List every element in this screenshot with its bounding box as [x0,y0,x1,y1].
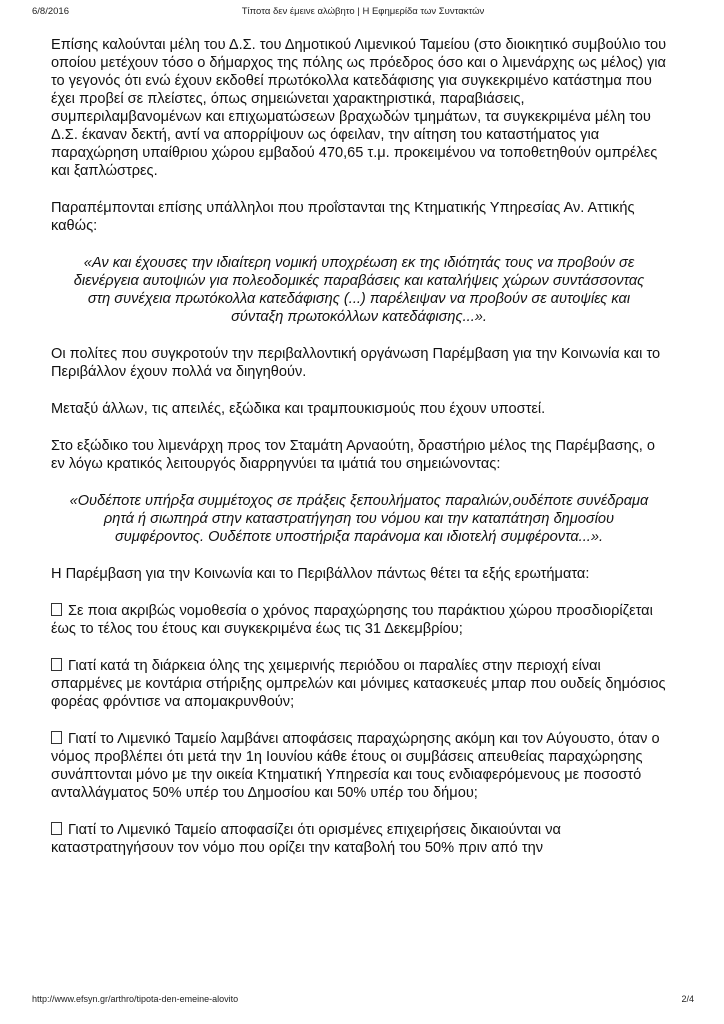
page-title: Τίποτα δεν έμεινε αλώβητο | Η Εφημερίδα των Συντακτών [241,6,485,17]
bullet-box-icon [51,731,62,744]
question-item [51,602,667,638]
bullet-box-icon [51,603,62,616]
article-url-link[interactable]: http://www.efsyn.gr/arthro/tipota-den-emeine-alovito [32,994,239,1004]
print-date: 6/8/2016 [32,6,69,17]
page-header [32,6,694,20]
article-body [51,36,667,857]
page-footer [32,994,694,1008]
paragraph: Παραπέμπονται επίσης υπάλληλοι που προΐστανται της Κτηματικής Υπηρεσίας Αν. Αττικής καθώς: [51,200,635,234]
paragraph: Στο εξώδικο του λιμενάρχη προς τον Σταμάτη Αρναούτη, δραστήριο μέλος της Παρέμβασης, ο εν λόγω κρατικός λειτουργός διαρρηγνύει τα ιμάτιά του σημειώνοντας: [51,438,655,472]
question-text: Σε ποια ακριβώς νομοθεσία ο χρόνος παραχώρησης του παράκτιου χώρου προσδιορίζεται έως το τέλος του έτους και συγκεκριμένα έως τις 31 Δεκεμβρίου; [51,603,653,637]
question-item [51,821,667,857]
question-item [51,657,667,711]
blockquote: «Αν και έχουσες την ιδιαίτερη νομική υποχρέωση εκ της ιδιότητάς τους να προβούν σε διενέργεια αυτοψιών για πολεοδομικές παραβάσεις και καταλήψεις χώρων συντάσσοντας στη συνέχεια πρωτόκολλα κατεδάφισης (...) παρέλειψαν να προβούν σε αυτοψίες και σύνταξη πρωτοκόλλων κατεδάφισης...». [73,255,645,325]
bullet-box-icon [51,822,62,835]
bullet-box-icon [51,658,62,671]
blockquote: «Ουδέποτε υπήρξα συμμέτοχος σε πράξεις ξεπουλήματος παραλιών,ουδέποτε συνέδραμα ρητά ή σιωπηρά στην καταστρατήγηση του νόμου και την καταπάτηση δημοσίου συμφέροντος. Ουδέποτε υποστήριξα παράνομα και ιδιοτελή συμφέροντα...». [69,493,649,545]
paragraph: Επίσης καλούνται μέλη του Δ.Σ. του Δημοτικού Λιμενικού Ταμείου (στο διοικητικό συμβούλιο του οποίου μετέχουν τόσο ο δήμαρχος της πόλης ως πρόεδρος όσο και ο λιμενάρχης ως μέλος) για το γεγονός ότι ενώ έχουν εκδοθεί πρωτόκολλα κατεδάφισης για συγκεκριμένο κατάστημα που έχει προβεί σε πλείστες, όπως σημειώνεται χαρακτηριστικά, παραβιάσεις, συμπεριλαμβανομένων και επιχωματώσεων βραχωδών τμημάτων, τα συγκεκριμένα μέλη του Δ.Σ. έκαναν δεκτή, αντί να απορρίψουν ως όφειλαν, την αίτηση του καταστήματος για παραχώρηση υπαίθριου χώρου εμβαδού 470,65 τ.μ. προκειμένου να τοποθετηθούν ομπρέλες και ξαπλώστρες. [51,37,667,179]
question-text: Γιατί κατά τη διάρκεια όλης της χειμερινής περιόδου οι παραλίες στην περιοχή είναι σπαρμένες με κοντάρια στήριξης ομπρελών και μόνιμες κατασκευές μπαρ που ουδείς δημόσιος φορέας φρόντισε να απομακρυνθούν; [51,658,666,710]
paragraph: Οι πολίτες που συγκροτούν την περιβαλλοντική οργάνωση Παρέμβαση για την Κοινωνία και το Περιβάλλον έχουν πολλά να διηγηθούν. [51,346,661,380]
question-item [51,730,667,802]
question-text: Γιατί το Λιμενικό Ταμείο αποφασίζει ότι ορισμένες επιχειρήσεις δικαιούνται να καταστρατηγήσουν τον νόμο που ορίζει την καταβολή του 50% πριν από την [51,822,561,856]
paragraph: Η Παρέμβαση για την Κοινωνία και το Περιβάλλον πάντως θέτει τα εξής ερωτήματα: [51,566,590,582]
page-number: 2/4 [681,994,694,1004]
question-text: Γιατί το Λιμενικό Ταμείο λαμβάνει αποφάσεις παραχώρησης ακόμη και τον Αύγουστο, όταν ο νόμος προβλέπει ότι μετά την 1η Ιουνίου κάθε έτους οι συμβάσεις απευθείας παραχώρησης συνάπτονται μόνο με την οικεία Κτηματική Υπηρεσία και τους ενδιαφερόμενους με ποσοστό ανταλλάγματος 50% υπέρ του Δημοσίου και 50% υπέρ του δήμου; [51,731,660,801]
paragraph: Μεταξύ άλλων, τις απειλές, εξώδικα και τραμπουκισμούς που έχουν υποστεί. [51,401,546,417]
